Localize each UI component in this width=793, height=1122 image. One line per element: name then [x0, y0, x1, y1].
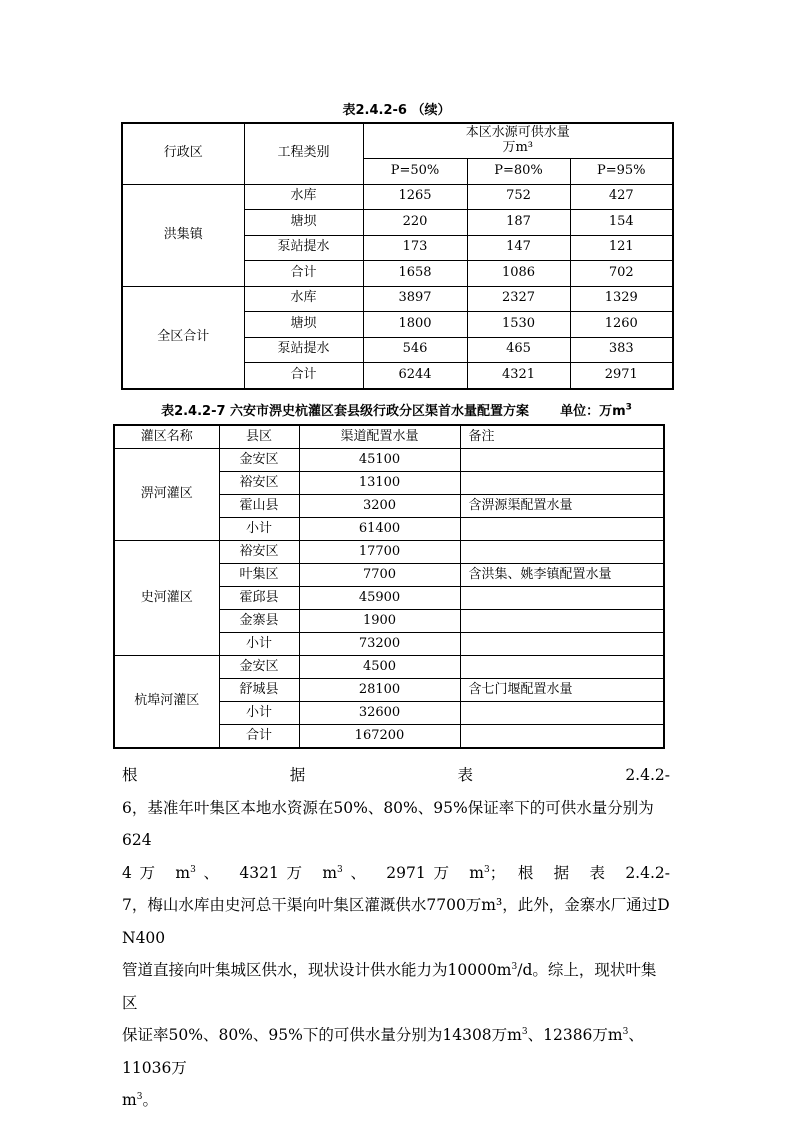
header-supply: [363, 123, 673, 159]
volume-cell: 17700: [299, 541, 460, 564]
superscript: 3: [511, 961, 518, 972]
paragraph-line: 根 据 表 2.4.2-: [122, 766, 670, 784]
line-text: 、11036万: [122, 1026, 644, 1077]
line-text: 保证率50%、80%、95%下的可供水量分别为14308万m: [122, 1026, 522, 1044]
paragraph-line: [122, 1019, 670, 1084]
volume-cell: 45900: [299, 587, 460, 610]
volume-cell: 13100: [299, 472, 460, 495]
volume-cell: 73200: [299, 633, 460, 656]
county-cell: 金安区: [219, 656, 299, 679]
county-cell: 裕安区: [219, 472, 299, 495]
table2-unit-sup: 3: [625, 402, 632, 413]
value-cell: 187: [467, 210, 570, 236]
volume-cell: 32600: [299, 702, 460, 725]
note-cell: 含七门堰配置水量: [460, 679, 664, 702]
paragraph-line: [122, 954, 670, 1019]
value-cell: 465: [467, 337, 570, 363]
county-cell: 小计: [219, 702, 299, 725]
value-cell: 3897: [363, 286, 467, 312]
area-cell: 史河灌区: [114, 541, 219, 656]
paragraph-line: 7，梅山水库由史河总干渠向叶集区灌溉供水7700万m³，此外，金寨水厂通过D: [122, 896, 670, 914]
district-cell: 全区合计: [122, 286, 244, 389]
header-supply-title: 本区水源可供水量: [465, 125, 570, 141]
value-cell: 1530: [467, 312, 570, 338]
note-cell: 含淠源渠配置水量: [460, 495, 664, 518]
note-cell: [460, 587, 664, 610]
county-cell: 叶集区: [219, 564, 299, 587]
water-supply-table: [121, 122, 674, 390]
county-cell: 小计: [219, 633, 299, 656]
type-cell: 合计: [244, 363, 363, 389]
type-cell: 塘坝: [244, 312, 363, 338]
superscript: 3: [483, 864, 490, 875]
type-cell: 水库: [244, 286, 363, 312]
value-cell: 702: [570, 261, 673, 287]
header-p80: P=80%: [467, 159, 570, 185]
value-cell: 4321: [467, 363, 570, 389]
note-cell: [460, 610, 664, 633]
county-cell: 舒城县: [219, 679, 299, 702]
value-cell: 173: [363, 235, 467, 261]
type-cell: 塘坝: [244, 210, 363, 236]
note-cell: [460, 449, 664, 472]
superscript: 3: [190, 864, 196, 875]
note-cell: [460, 541, 664, 564]
line-text: 、12386万m: [527, 1026, 623, 1044]
line-text: m: [122, 1091, 137, 1109]
header-note: 备注: [460, 425, 664, 449]
value-cell: 1800: [363, 312, 467, 338]
volume-cell: 1900: [299, 610, 460, 633]
value-cell: 220: [363, 210, 467, 236]
superscript: 3: [337, 864, 343, 875]
value-cell: 147: [467, 235, 570, 261]
county-cell: 金寨县: [219, 610, 299, 633]
value-cell: 2327: [467, 286, 570, 312]
header-county: 县区: [219, 425, 299, 449]
note-cell: [460, 656, 664, 679]
value-cell: 1265: [363, 184, 467, 210]
superscript: 3: [136, 1091, 143, 1102]
volume-cell: 7700: [299, 564, 460, 587]
county-cell: 小计: [219, 518, 299, 541]
county-cell: 裕安区: [219, 541, 299, 564]
superscript: 3: [521, 1026, 528, 1037]
line-text: ； 根 据 表 2.4.2-: [489, 863, 670, 882]
value-cell: 546: [363, 337, 467, 363]
note-cell: [460, 702, 664, 725]
value-cell: 427: [570, 184, 673, 210]
total-volume: 167200: [299, 725, 460, 749]
header-p50: P=50%: [363, 159, 467, 185]
line-text: 。: [142, 1091, 158, 1109]
line-text: 管道直接向叶集城区供水，现状设计供水能力为10000m: [122, 961, 512, 979]
value-cell: 2971: [570, 363, 673, 389]
line-text: /d。综上，现状叶集区: [122, 961, 657, 1012]
volume-cell: 3200: [299, 495, 460, 518]
value-cell: 121: [570, 235, 673, 261]
table1-caption: 表2.4.2-6 （续）: [342, 103, 451, 118]
volume-cell: 4500: [299, 656, 460, 679]
total-note: [460, 725, 664, 749]
header-p95: P=95%: [570, 159, 673, 185]
superscript: 3: [622, 1026, 629, 1037]
paragraph-line: [122, 1084, 670, 1117]
body-paragraph: [122, 759, 670, 1117]
value-cell: 383: [570, 337, 673, 363]
county-cell: 金安区: [219, 449, 299, 472]
paragraph-line: N400: [122, 928, 166, 947]
county-cell: 霍山县: [219, 495, 299, 518]
value-cell: 1086: [467, 261, 570, 287]
total-label: 合计: [219, 725, 299, 749]
value-cell: 752: [467, 184, 570, 210]
header-volume: 渠道配置水量: [299, 425, 460, 449]
note-cell: [460, 518, 664, 541]
note-cell: 含洪集、姚李镇配置水量: [460, 564, 664, 587]
table2-caption: [0, 400, 793, 419]
type-cell: 泵站提水: [244, 337, 363, 363]
volume-cell: 45100: [299, 449, 460, 472]
line-text: 4万 m: [122, 863, 191, 882]
value-cell: 154: [570, 210, 673, 236]
paragraph-line: 6，基准年叶集区本地水资源在50%、80%、95%保证率下的可供水量分别为624: [122, 798, 654, 849]
table2-unit-text: 单位：万m: [560, 404, 626, 419]
value-cell: 1658: [363, 261, 467, 287]
header-project-type: 工程类别: [244, 123, 363, 184]
allocation-table: [113, 424, 665, 749]
header-district: 行政区: [122, 123, 244, 184]
district-cell: 洪集镇: [122, 184, 244, 286]
volume-cell: 61400: [299, 518, 460, 541]
value-cell: 1260: [570, 312, 673, 338]
value-cell: 6244: [363, 363, 467, 389]
note-cell: [460, 472, 664, 495]
line-text: 、 4321万 m: [195, 863, 338, 882]
type-cell: 泵站提水: [244, 235, 363, 261]
type-cell: 合计: [244, 261, 363, 287]
type-cell: 水库: [244, 184, 363, 210]
table2-caption-title: 表2.4.2-7 六安市淠史杭灌区套县级行政分区渠首水量配置方案: [161, 404, 530, 419]
line-text: 、 2971万 m: [342, 863, 484, 882]
paragraph-line: [122, 857, 670, 890]
note-cell: [460, 633, 664, 656]
area-cell: 淠河灌区: [114, 449, 219, 541]
header-area: 灌区名称: [114, 425, 219, 449]
area-cell: 杭埠河灌区: [114, 656, 219, 749]
header-supply-unit: 万m³: [502, 140, 534, 155]
table2-unit: [560, 404, 632, 419]
county-cell: 霍邱县: [219, 587, 299, 610]
value-cell: 1329: [570, 286, 673, 312]
volume-cell: 28100: [299, 679, 460, 702]
